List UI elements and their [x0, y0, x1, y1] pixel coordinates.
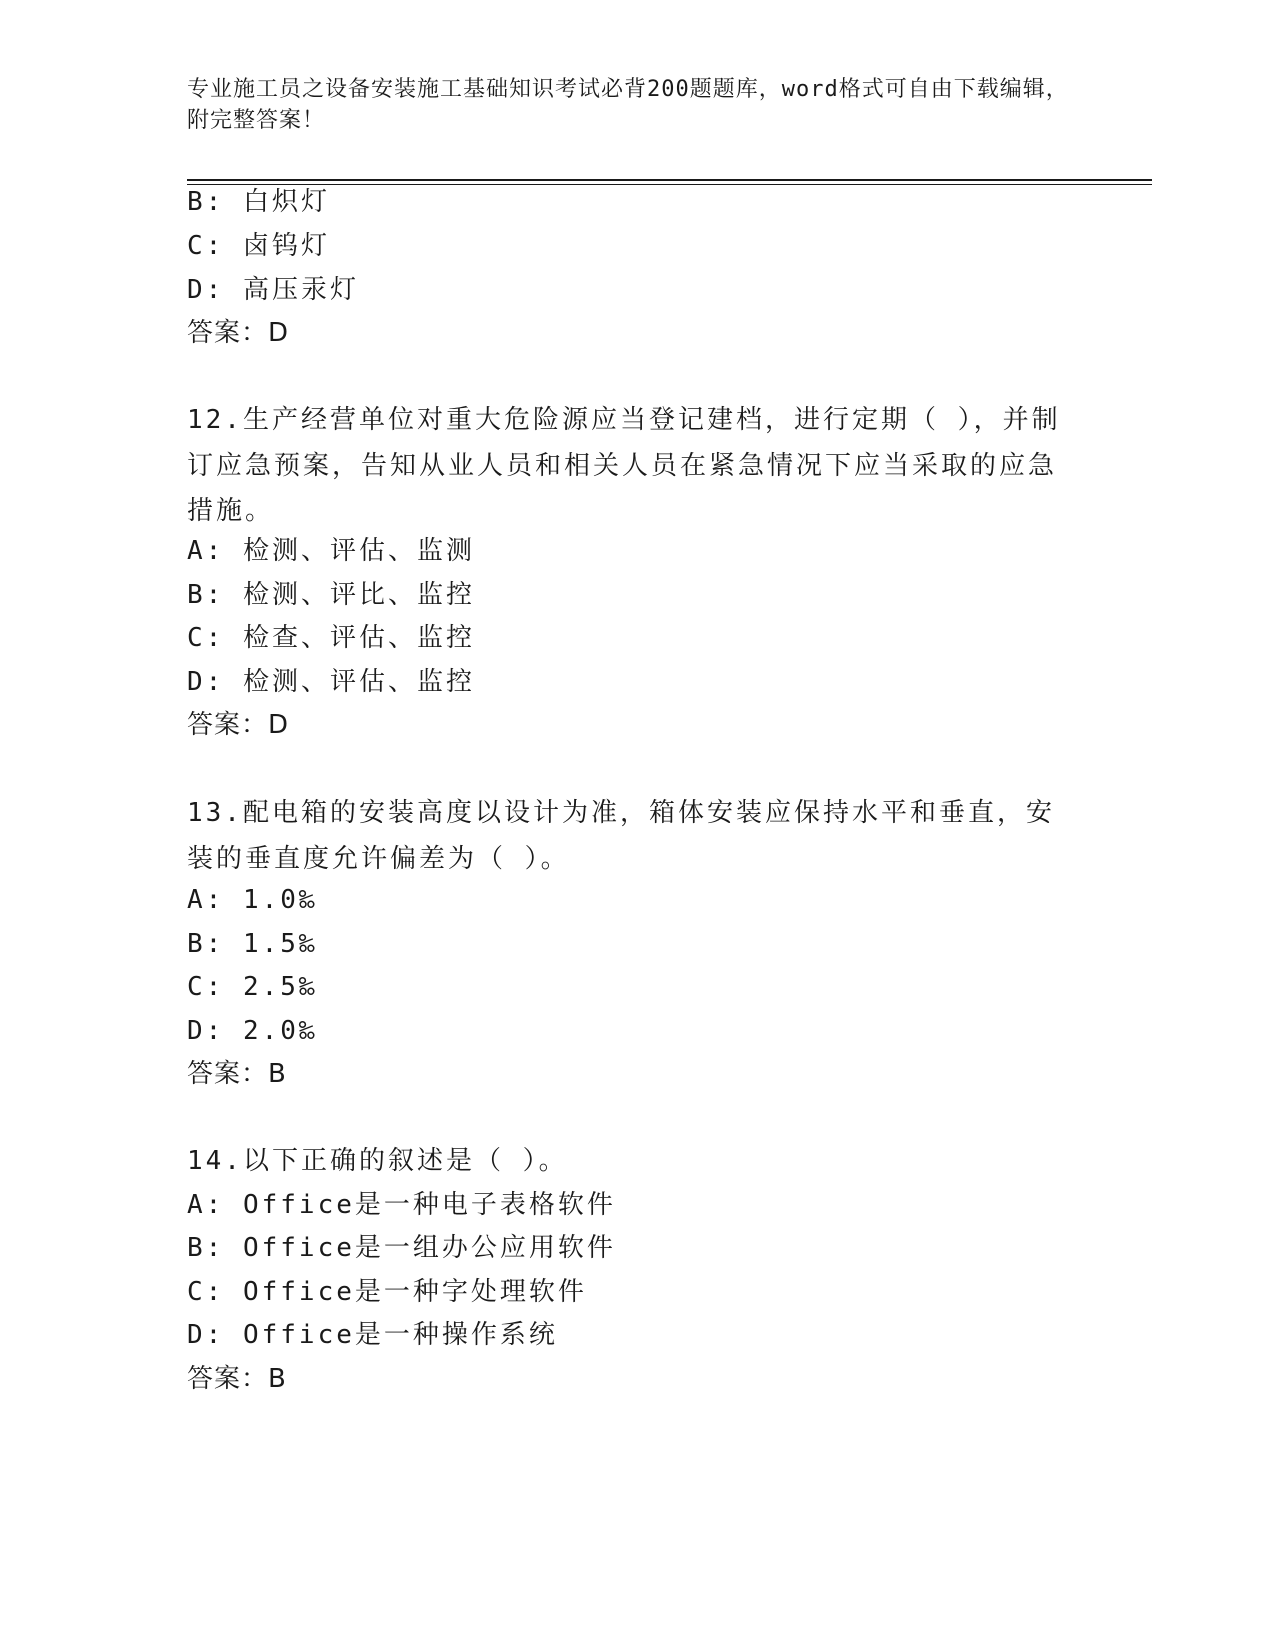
option-c: C: 检查、评估、监控 — [187, 623, 475, 653]
answer-line: 答案：D — [187, 710, 290, 740]
option-d: D: 检测、评估、监控 — [187, 667, 475, 697]
option-c: C: 2.5‰ — [187, 972, 318, 1002]
question-text: 12.生产经营单位对重大危险源应当登记建档，进行定期（ ），并制订应急预案，告知从业人员和相关人员在紧急情况下应当采取的应急措施。 — [187, 405, 1061, 526]
option-b: B: 1.5‰ — [187, 929, 318, 959]
option-d: D: Office是一种操作系统 — [187, 1320, 558, 1350]
option-a: A: 检测、评估、监测 — [187, 536, 475, 566]
option-b: B: Office是一组办公应用软件 — [187, 1233, 616, 1263]
question-text: 14.以下正确的叙述是（ ）。 — [187, 1146, 568, 1176]
answer-line: 答案：D — [187, 318, 290, 348]
answer-line: 答案：B — [187, 1364, 287, 1394]
option-d: D: 2.0‰ — [187, 1016, 318, 1046]
option-b: B: 检测、评比、监控 — [187, 580, 475, 610]
document-header: 专业施工员之设备安装施工基础知识考试必背200题题库，word格式可自由下载编辑，附完整答案！ — [187, 77, 1069, 133]
question-text: 13.配电箱的安装高度以设计为准，箱体安装应保持水平和垂直，安装的垂直度允许偏差为（ ）。 — [187, 798, 1055, 874]
option-c: C: 卤钨灯 — [187, 231, 330, 261]
option-c: C: Office是一种字处理软件 — [187, 1277, 587, 1307]
option-a: A: Office是一种电子表格软件 — [187, 1190, 616, 1220]
option-a: A: 1.0‰ — [187, 885, 318, 915]
option-d: D: 高压汞灯 — [187, 275, 359, 305]
header-rule-thin — [187, 184, 1152, 185]
answer-line: 答案：B — [187, 1059, 287, 1089]
option-b: B: 白炽灯 — [187, 187, 330, 217]
header-rule-thick — [187, 179, 1152, 181]
